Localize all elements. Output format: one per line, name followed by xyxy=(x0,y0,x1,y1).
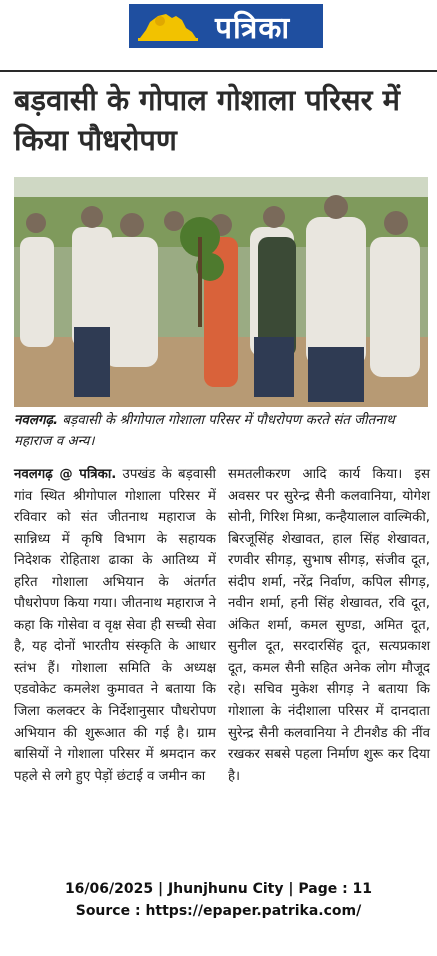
photo-caption xyxy=(14,410,428,460)
article-col2-text: समतलीकरण आदि कार्य किया। इस अवसर पर सुरेन्द्र सैनी कलवानिया, योगेश सोनी, गिरिश मिश्रा, कन्हैयालाल वाल्मिकी, बिरजूसिंह शेखावत, हाल सिंह शेखावत, रणवीर सीगड़, सुभाष सीगड़, संजीव दूत, संदीप शर्मा, नरेंद्र निर्वाण, कपिल सीगड़, नवीन शर्मा, हनी सिंह शेखावत, रवि दूत, अंकित शर्मा, कमल सुण्डा, अमित दूत, सुनील दूत, सरदारसिंह दूत, सत्यप्रकाश दूत, कमल सैनी सहित अनेक लोग मौजूद रहे। सचिव मुकेश सीगड़ ने बताया कि गोशाला के नंदीशाला परिसर में दानदाता सुरेन्द्र सैनी कलवानिया ने टीनशैड की नींव रखकर सबसे पहला निर्माण शुरू कर दिया है। xyxy=(228,467,430,784)
article-column-2 xyxy=(228,464,430,787)
article-column-1 xyxy=(14,464,216,787)
article-headline: बड़वासी के गोपाल गोशाला परिसर में किया पौधरोपण xyxy=(14,83,400,157)
caption-text: बड़वासी के श्रीगोपाल गोशाला परिसर में पौधरोपण करते संत जीतनाथ महाराज व अन्य। xyxy=(14,413,395,449)
footer-date-page: 16/06/2025 | Jhunjhunu City | Page : 11 xyxy=(64,881,373,897)
footer-source[interactable]: Source : https://epaper.patrika.com/ xyxy=(75,903,362,919)
logo-text: पत्रिका xyxy=(215,10,291,46)
lion-emblem-icon xyxy=(129,4,207,48)
page-footer xyxy=(0,878,437,922)
article-dateline: नवलगढ़ @ पत्रिका. xyxy=(14,467,117,482)
patrika-logo[interactable] xyxy=(129,4,323,48)
article-col1-text: उपखंड के बड़वासी गांव स्थित श्रीगोपाल गोशाला परिसर में रविवार को संत जीतनाथ महाराज के सान्निध्य में कृषि विभाग के सहायक निदेशक रोहिताश ढाका के आतिथ्य में हरित गोशाला अभियान के अंतर्गत पौधरोपण किया गया। जीतनाथ महाराज ने कहा कि गोसेवा व वृक्ष सेवा ही सच्ची सेवा है, यह दोनों भारतीय संस्कृति के आधार स्तंभ हैं। गोशाला समिति के अध्यक्ष एडवोकेट कमलेश कुमावत ने बताया कि जिला कलक्टर के निर्देशानुसार पौधरोपण अभियान की शुरूआत की गई है। ग्राम बासियों ने गोशाला परिसर में श्रमदान कर पहले से लगे हुए पेड़ों छंटाई व जमीन का xyxy=(14,467,217,784)
news-photo xyxy=(14,177,428,407)
tree-planting-photo-icon xyxy=(14,177,428,407)
masthead-divider xyxy=(0,70,437,72)
masthead xyxy=(0,0,437,70)
caption-place: नवलगढ़. xyxy=(14,413,59,428)
